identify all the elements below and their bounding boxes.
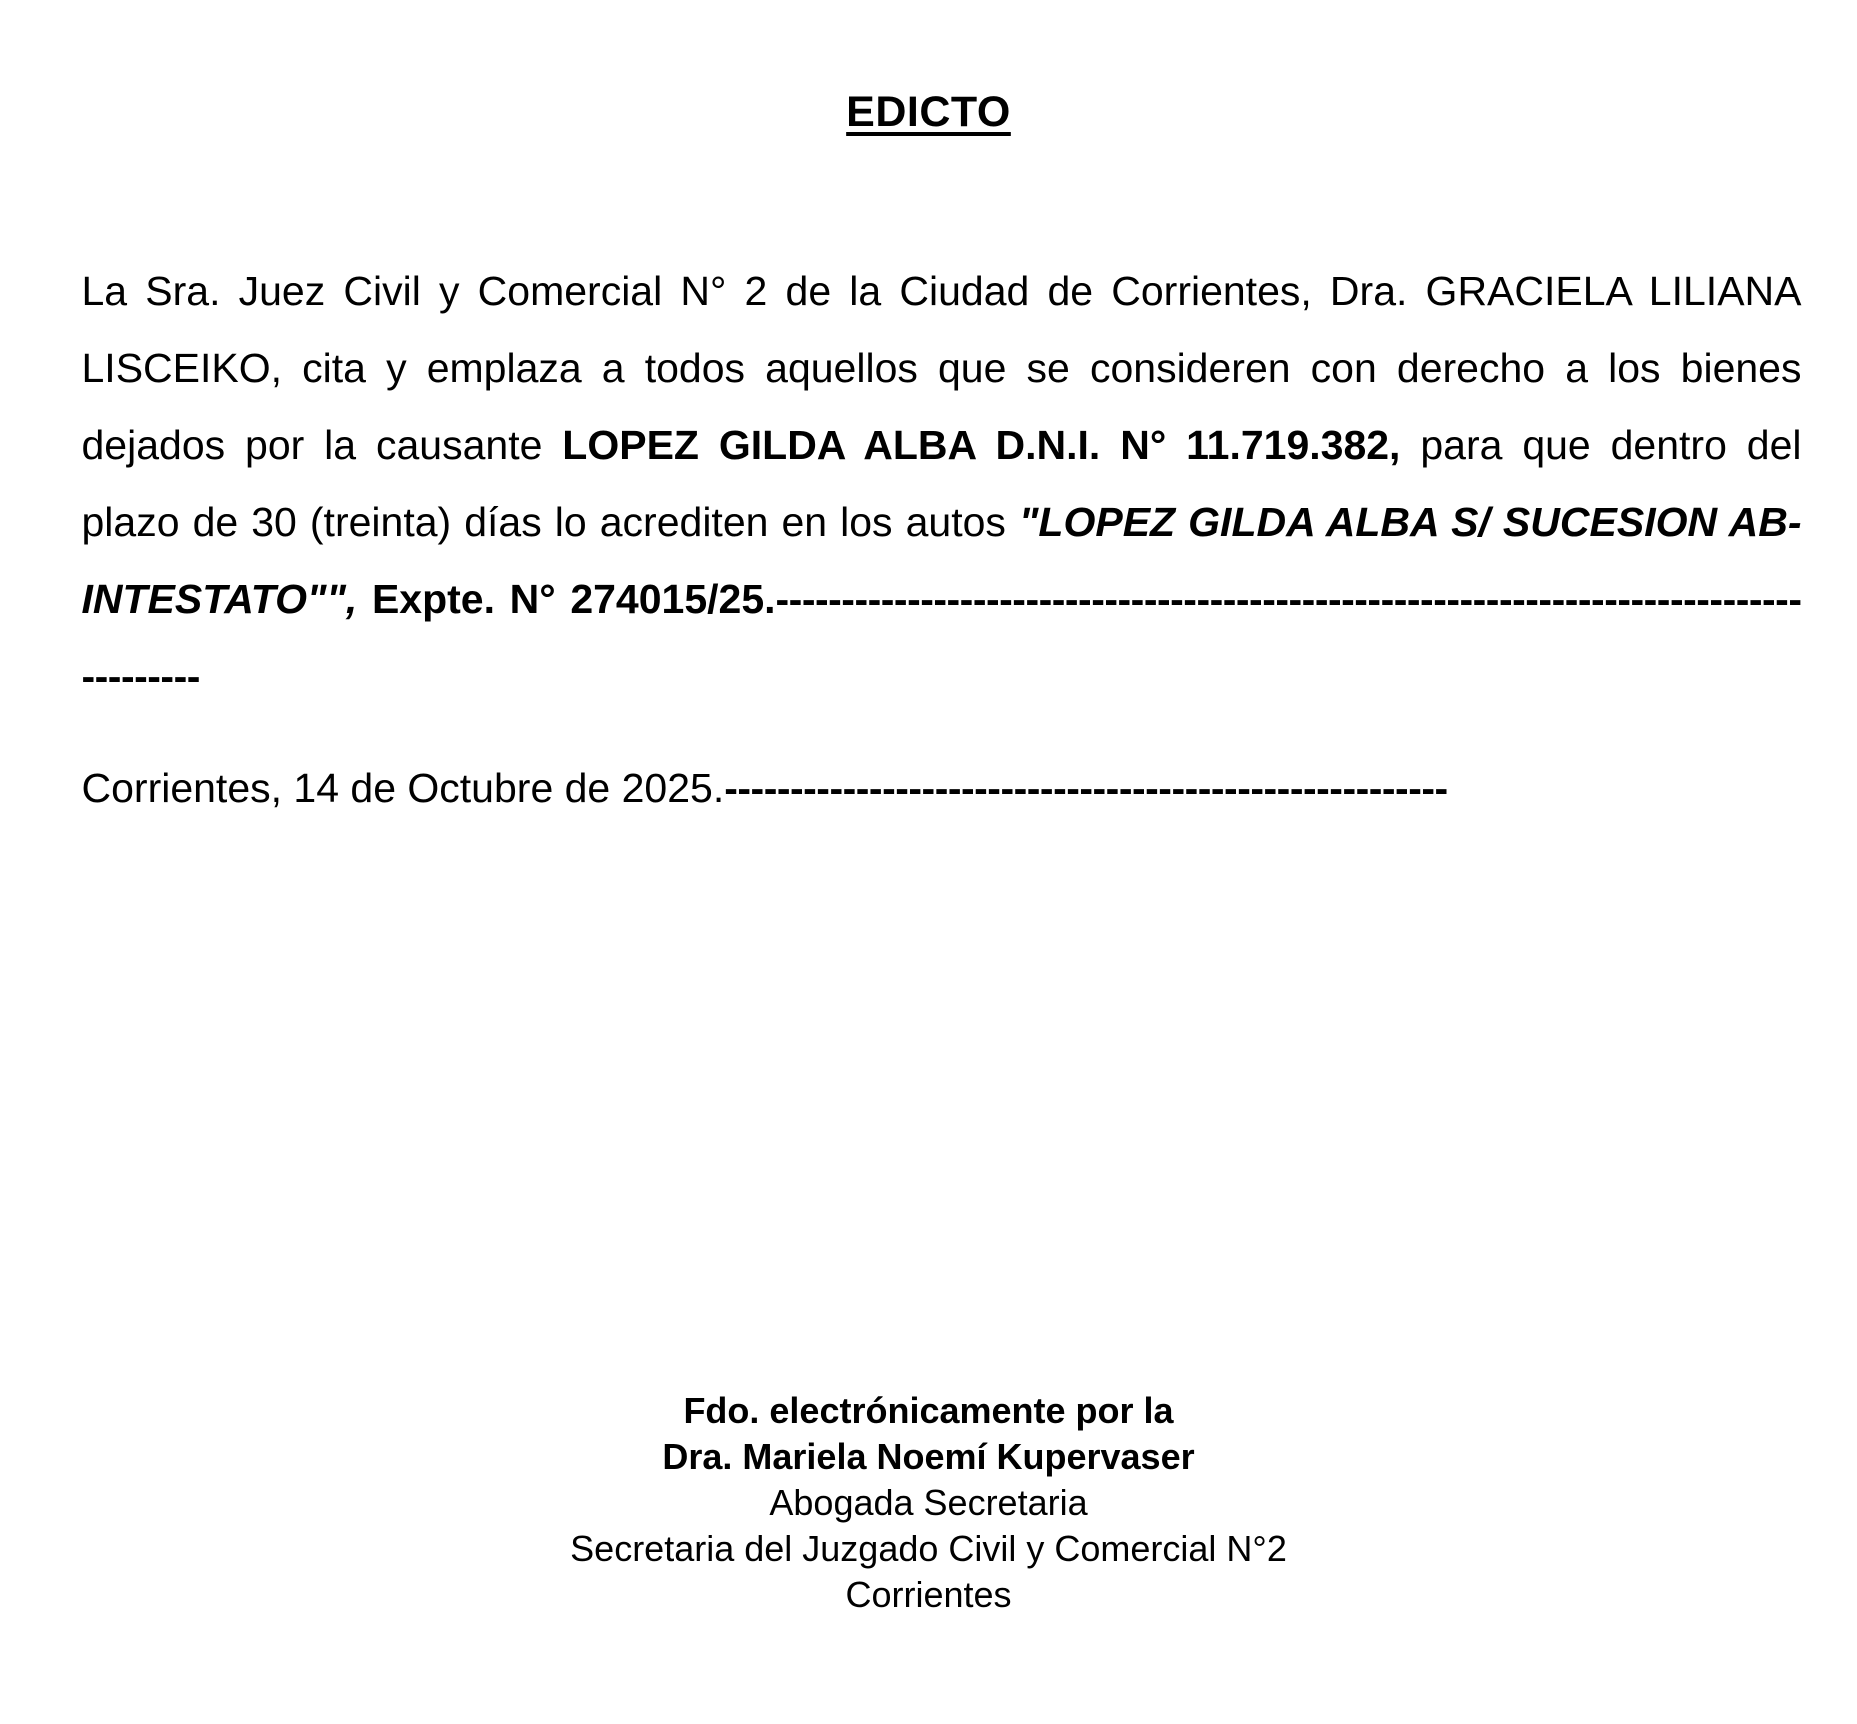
signature-block [0,1388,1857,1618]
signature-line-4: Secretaria del Juzgado Civil y Comercial N°2 [570,1528,1287,1570]
causante-name: LOPEZ GILDA ALBA D.N.I. N° 11.719.382, [562,422,1401,469]
paragraph-part-2: para que dentro del plazo de 30 (treinta) días lo acrediten en los autos [81,422,1802,546]
paragraph-trailing-dashes: --------------------------------------------------------------------------------------- [81,576,1802,700]
title-container [0,88,1857,137]
date-text: Corrientes, 14 de Octubre de 2025. [81,765,725,812]
paragraph-part-3: Expte. N° [357,576,571,623]
date-trailing-dashes: ------------------------------------------------------- [724,765,1448,812]
document-page [0,88,1857,1724]
page-title: EDICTO [846,88,1011,136]
signature-line-1: Fdo. electrónicamente por la [683,1390,1174,1431]
edict-paragraph [82,253,1802,715]
date-line [82,756,1802,822]
case-title: "LOPEZ GILDA ALBA S/ SUCESION AB-INTESTATO"", [81,499,1802,623]
document-body [34,253,1824,822]
signature-line-5: Corrientes [845,1574,1012,1616]
expediente-number: 274015/25. [570,576,776,623]
signature-line-2: Dra. Mariela Noemí Kupervaser [662,1436,1195,1478]
paragraph-part-1: La Sra. Juez Civil y Comercial N° 2 de la Ciudad de Corrientes, Dra. GRACIELA LILIANA LISCEIKO, cita y emplaza a todos aquellos que se consideren con derecho a los bienes dejados por la causante [81,268,1802,469]
signature-line-3: Abogada Secretaria [769,1482,1088,1524]
